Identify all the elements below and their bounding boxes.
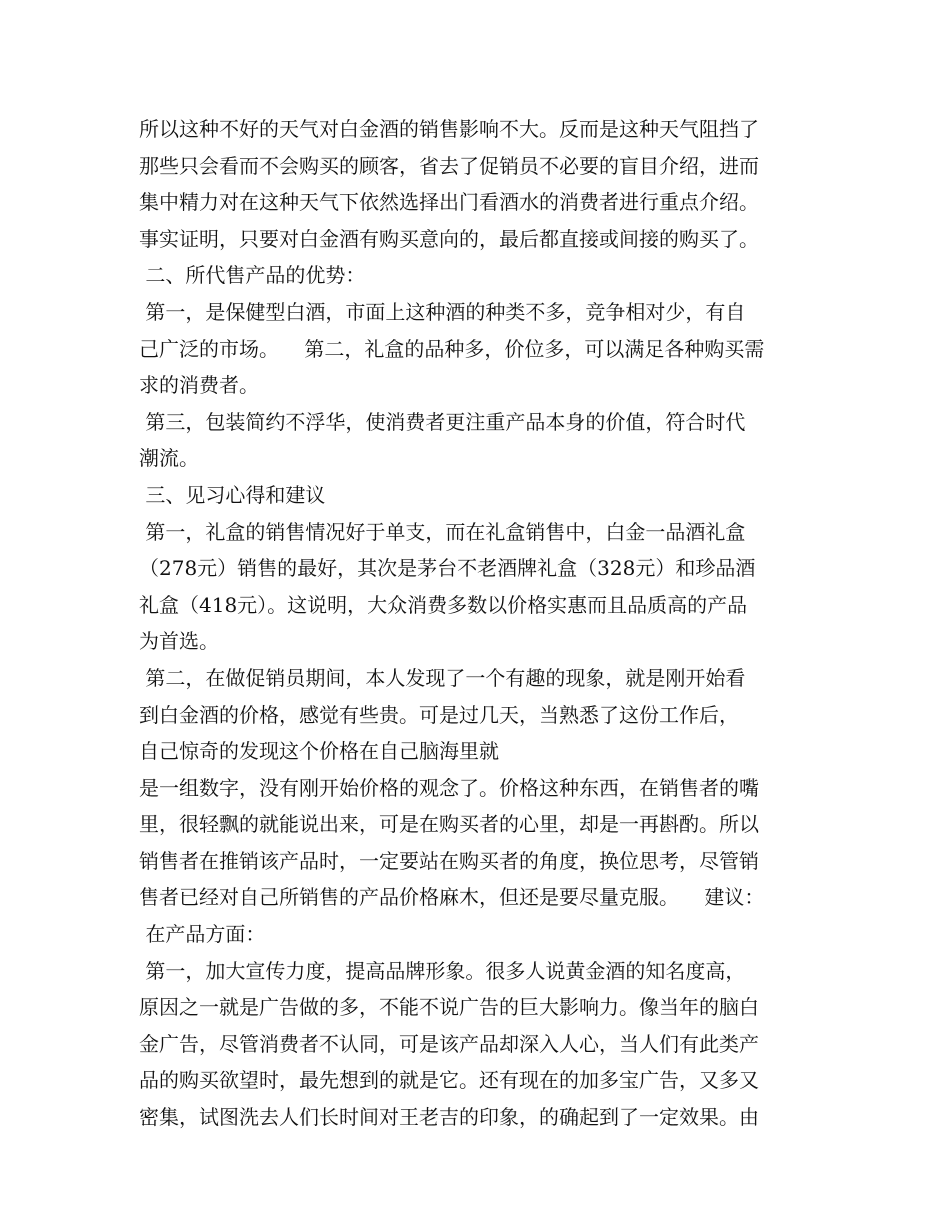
- text-line: 是一组数字，没有刚开始价格的观念了。价格这种东西，在销售者的嘴: [139, 775, 759, 800]
- text-line: （278元）销售的最好，其次是茅台不老酒牌礼盒（328元）和珍品酒: [139, 556, 756, 581]
- text-line: 第一，是保健型白酒，市面上这种酒的种类不多，竞争相对少，有自: [139, 299, 746, 324]
- text-line: 己广泛的市场。 第二，礼盒的品种多，价位多，可以满足各种购买需: [139, 336, 765, 361]
- text-line: 里，很轻飘的就能说出来，可是在购买者的心里，却是一再斟酌。所以: [139, 812, 759, 837]
- text-line: 礼盒（418元）。这说明，大众消费多数以价格实惠而且品质高的产品: [139, 592, 748, 617]
- subsection-heading: 在产品方面：: [139, 922, 266, 947]
- text-line: 销售者在推销该产品时，一定要站在购买者的角度，换位思考，尽管销: [139, 848, 759, 873]
- text-line: 第一，加大宣传力度，提高品牌形象。很多人说黄金酒的知名度高，: [139, 958, 746, 983]
- document-body: [139, 111, 819, 1136]
- text-line: 自己惊奇的发现这个价格在自己脑海里就: [139, 739, 499, 764]
- text-line: 密集，试图洗去人们长时间对王老吉的印象，的确起到了一定效果。由: [139, 1105, 759, 1130]
- text-line: 品的购买欲望时，最先想到的就是它。还有现在的加多宝广告，又多又: [139, 1068, 759, 1093]
- section-heading: 二、所代售产品的优势：: [139, 263, 366, 288]
- text-line: 求的消费者。: [139, 373, 259, 398]
- text-line: 那些只会看而不会购买的顾客，省去了促销员不必要的盲目介绍，进而: [139, 153, 759, 178]
- section-heading: 三、见习心得和建议: [139, 482, 326, 507]
- text-line: 集中精力对在这种天气下依然选择出门看酒水的消费者进行重点介绍。: [139, 190, 759, 215]
- text-line: 金广告，尽管消费者不认同，可是该产品却深入人心，当人们有此类产: [139, 1031, 759, 1056]
- text-line: 事实证明，只要对白金酒有购买意向的，最后都直接或间接的购买了。: [139, 226, 759, 251]
- text-line: 所以这种不好的天气对白金酒的销售影响不大。反而是这种天气阻挡了: [139, 117, 759, 141]
- text-line: 到白金酒的价格，感觉有些贵。可是过几天，当熟悉了这份工作后，: [139, 702, 739, 727]
- text-line: 第三，包装简约不浮华，使消费者更注重产品本身的价值，符合时代: [139, 409, 746, 434]
- text-line: 为首选。: [139, 629, 219, 654]
- text-line: 售者已经对自己所销售的产品价格麻木，但还是要尽量克服。 建议：: [139, 885, 765, 910]
- text-line: 第二，在做促销员期间，本人发现了一个有趣的现象，就是刚开始看: [139, 665, 746, 690]
- text-line: 原因之一就是广告做的多，不能不说广告的巨大影响力。像当年的脑白: [139, 995, 759, 1020]
- text-line: 第一，礼盒的销售情况好于单支，而在礼盒销售中，白金一品酒礼盒: [139, 519, 746, 544]
- text-line: 潮流。: [139, 446, 199, 471]
